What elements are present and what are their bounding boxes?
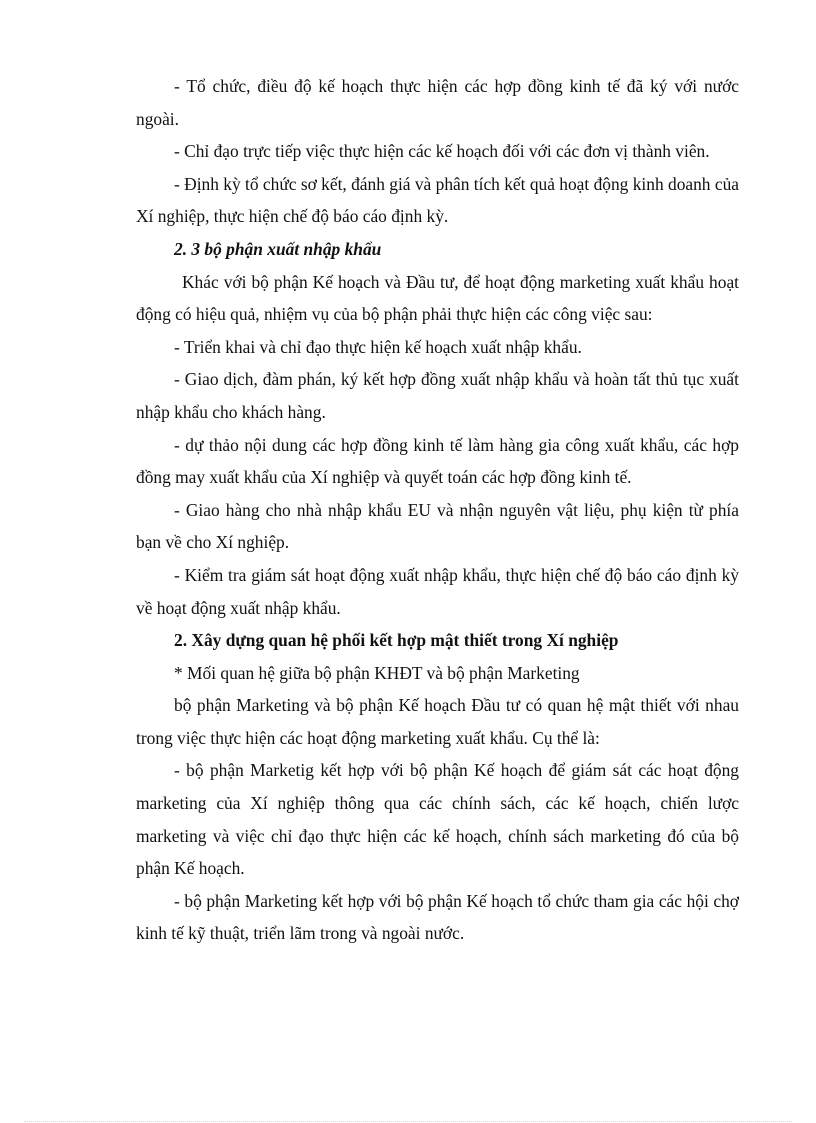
section-heading-import-export: 2. 3 bộ phận xuất nhập khẩu — [174, 238, 382, 259]
paragraph-relationship-title: * Mối quan hệ giữa bộ phận KHĐT và bộ phận Marketing — [174, 662, 580, 683]
paragraph-bullet-draft-contracts: - dự thảo nội dung các hợp đồng kinh tế làm hàng gia công xuất khẩu, các hợp đồng may xuất khẩu của Xí nghiệp và quyết toán các hợp đồng kinh tế. — [136, 434, 739, 488]
paragraph-bullet-contracts: - Tổ chức, điều độ kế hoạch thực hiện các hợp đồng kinh tế đã ký với nước ngoài. — [136, 76, 739, 129]
paragraph-import-export-intro: Khác với bộ phận Kế hoạch và Đầu tư, để hoạt động marketing xuất khẩu hoạt động có hiệu quả, nhiệm vụ của bộ phận phải thực hiện các công việc sau: — [136, 271, 739, 325]
paragraph-bullet-implement-plan: - Triển khai và chỉ đạo thực hiện kế hoạch xuất nhập khẩu. — [174, 336, 582, 357]
paragraph-relationship-intro: bộ phận Marketing và bộ phận Kế hoạch Đầu tư có quan hệ mật thiết với nhau trong việc thực hiện các hoạt động marketing xuất khẩu. Cụ thể là: — [136, 695, 739, 748]
paragraph-bullet-direct-guidance: - Chỉ đạo trực tiếp việc thực hiện các kế hoạch đối với các đơn vị thành viên. — [174, 141, 710, 162]
page-footer-divider — [24, 1121, 792, 1122]
section-heading-coordination: 2. Xây dựng quan hệ phối kết hợp mật thiết trong Xí nghiệp — [174, 630, 619, 651]
paragraph-bullet-negotiation: - Giao dịch, đàm phán, ký kết hợp đồng xuất nhập khẩu và hoàn tất thủ tục xuất nhập khẩu cho khách hàng. — [136, 369, 739, 422]
paragraph-bullet-delivery: - Giao hàng cho nhà nhập khẩu EU và nhận nguyên vật liệu, phụ kiện từ phía bạn về cho Xí nghiệp. — [136, 499, 739, 553]
document-page — [136, 70, 739, 950]
paragraph-bullet-periodic-review: - Định kỳ tổ chức sơ kết, đánh giá và phân tích kết quả hoạt động kinh doanh của Xí nghiệp, thực hiện chế độ báo cáo định kỳ. — [136, 173, 739, 227]
paragraph-bullet-fairs: - bộ phận Marketing kết hợp với bộ phận Kế hoạch tổ chức tham gia các hội chợ kinh tế kỹ thuật, triển lãm trong và ngoài nước. — [136, 890, 739, 944]
paragraph-bullet-supervision: - bộ phận Marketig kết hợp với bộ phận Kế hoạch để giám sát các hoạt động marketing của Xí nghiệp thông qua các chính sách, các kế hoạch, chiến lược marketing và việc chỉ đạo thực hiện các kế hoạch, chính sách marketing đó của bộ phận Kế hoạch. — [136, 760, 739, 879]
paragraph-bullet-inspection: - Kiểm tra giám sát hoạt động xuất nhập khẩu, thực hiện chế độ báo cáo định kỳ về hoạt động xuất nhập khẩu. — [136, 564, 739, 618]
